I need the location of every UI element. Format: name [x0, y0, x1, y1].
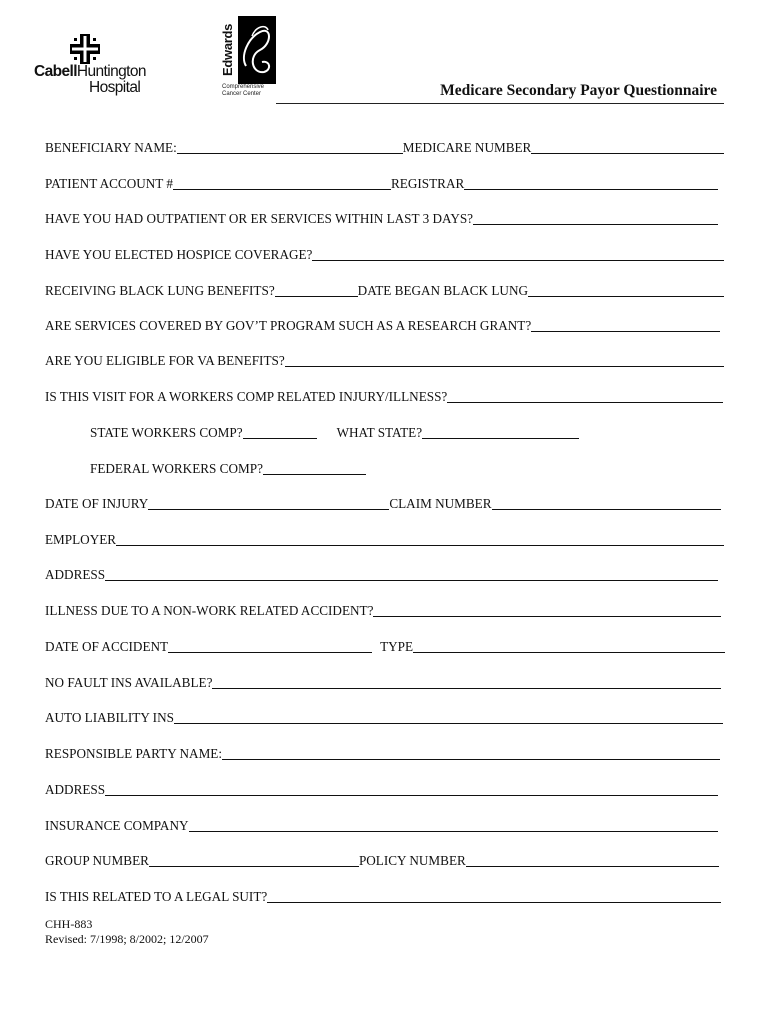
claim-number-field[interactable]: [492, 509, 721, 510]
legal-suit-label: IS THIS RELATED TO A LEGAL SUIT?: [45, 889, 268, 904]
row-outpatient: [45, 211, 718, 227]
row-legal-suit: [45, 889, 721, 905]
employer-field[interactable]: [116, 545, 724, 546]
black-lung-date-label: DATE BEGAN BLACK LUNG: [357, 283, 529, 298]
policy-number-field[interactable]: [466, 866, 719, 867]
va-benefits-field[interactable]: [285, 366, 724, 367]
patient-account-label: PATIENT ACCOUNT #: [45, 176, 173, 191]
insurance-company-field[interactable]: [189, 831, 718, 832]
beneficiary-name-label: BENEFICIARY NAME:: [45, 140, 177, 155]
patient-account-field[interactable]: [173, 189, 391, 190]
outpatient-er-field[interactable]: [473, 224, 718, 225]
employer-address-field[interactable]: [105, 580, 718, 581]
form-footer: [45, 917, 209, 947]
edwards-wordmark: Edwards: [220, 23, 235, 77]
gov-program-label: ARE SERVICES COVERED BY GOV’T PROGRAM SUCH AS A RESEARCH GRANT?: [45, 318, 532, 333]
row-gov-program: [45, 318, 720, 334]
policy-number-label: POLICY NUMBER: [358, 853, 466, 868]
row-va-benefits: [45, 353, 724, 369]
revision-dates: Revised: 7/1998; 8/2002; 12/2007: [45, 932, 209, 946]
hospice-field[interactable]: [312, 260, 724, 261]
black-lung-field[interactable]: [275, 296, 358, 297]
gov-program-field[interactable]: [531, 331, 720, 332]
row-group-policy: [45, 853, 719, 869]
row-hospice: [45, 247, 724, 263]
black-lung-label: RECEIVING BLACK LUNG BENEFITS?: [45, 283, 275, 298]
federal-workers-comp-field[interactable]: [263, 474, 366, 475]
outpatient-er-label: HAVE YOU HAD OUTPATIENT OR ER SERVICES WITHIN LAST 3 DAYS?: [45, 211, 474, 226]
medicare-number-field[interactable]: [531, 153, 724, 154]
registrar-label: REGISTRAR: [391, 176, 465, 191]
black-lung-date-field[interactable]: [528, 296, 724, 297]
cabell-huntington-hospital-logo: [34, 34, 184, 100]
non-work-accident-label: ILLNESS DUE TO A NON-WORK RELATED ACCIDENT?: [45, 603, 374, 618]
row-employer: [45, 532, 724, 548]
date-of-accident-field[interactable]: [168, 652, 372, 653]
title-divider: [276, 103, 724, 104]
no-fault-label: NO FAULT INS AVAILABLE?: [45, 675, 213, 690]
row-beneficiary: [45, 140, 724, 156]
row-employer-address: [45, 567, 718, 583]
hospital-cross-icon: [70, 34, 100, 64]
row-black-lung: [45, 283, 724, 299]
row-injury: [45, 496, 721, 512]
legal-suit-field[interactable]: [267, 902, 721, 903]
page-title: Medicare Secondary Payor Questionnaire: [440, 82, 717, 99]
row-account: [45, 176, 718, 192]
employer-address-label: ADDRESS: [45, 567, 106, 582]
edwards-subline: Comprehensive Cancer Center: [222, 84, 265, 97]
non-work-accident-field[interactable]: [373, 616, 721, 617]
employer-label: EMPLOYER: [45, 532, 117, 547]
edwards-emblem: [238, 16, 276, 84]
auto-liability-field[interactable]: [174, 723, 723, 724]
what-state-field[interactable]: [422, 438, 579, 439]
medicare-number-label: MEDICARE NUMBER: [402, 140, 532, 155]
hospice-label: HAVE YOU ELECTED HOSPICE COVERAGE?: [45, 247, 313, 262]
accident-type-label: TYPE: [380, 639, 414, 654]
claim-number-label: CLAIM NUMBER: [389, 496, 492, 511]
workers-comp-field[interactable]: [447, 402, 723, 403]
row-non-work-accident: [45, 603, 721, 619]
what-state-label: WHAT STATE?: [336, 425, 423, 440]
row-auto-liability: [45, 710, 723, 726]
state-workers-comp-field[interactable]: [243, 438, 317, 439]
row-insurance-company: [45, 818, 718, 834]
date-of-accident-label: DATE OF ACCIDENT: [45, 639, 169, 654]
beneficiary-name-field[interactable]: [177, 153, 403, 154]
row-state-workers-comp: [90, 425, 579, 441]
group-number-label: GROUP NUMBER: [45, 853, 149, 868]
row-workers-comp: [45, 389, 723, 405]
party-address-field[interactable]: [105, 795, 718, 796]
form-code: CHH-883: [45, 917, 93, 931]
row-responsible-party: [45, 746, 720, 762]
date-of-injury-field[interactable]: [148, 509, 389, 510]
hospital-logo-line2: Hospital: [89, 79, 141, 96]
insurance-company-label: INSURANCE COMPANY: [45, 818, 189, 833]
responsible-party-label: RESPONSIBLE PARTY NAME:: [45, 746, 223, 761]
row-federal-workers-comp: [90, 461, 366, 477]
state-workers-comp-label: STATE WORKERS COMP?: [90, 425, 243, 440]
row-no-fault: [45, 675, 721, 691]
registrar-field[interactable]: [464, 189, 718, 190]
date-of-injury-label: DATE OF INJURY: [45, 496, 149, 511]
no-fault-field[interactable]: [212, 688, 721, 689]
row-party-address: [45, 782, 718, 798]
row-accident: [45, 639, 725, 655]
edwards-cancer-center-logo: [220, 14, 280, 98]
va-benefits-label: ARE YOU ELIGIBLE FOR VA BENEFITS?: [45, 353, 285, 368]
group-number-field[interactable]: [149, 866, 359, 867]
signature-swirl-icon: [238, 16, 276, 84]
accident-type-field[interactable]: [413, 652, 725, 653]
auto-liability-label: AUTO LIABILITY INS: [45, 710, 174, 725]
workers-comp-label: IS THIS VISIT FOR A WORKERS COMP RELATED INJURY/ILLNESS?: [45, 389, 448, 404]
hospital-logo-line1: CabellHuntington: [34, 63, 146, 80]
federal-workers-comp-label: FEDERAL WORKERS COMP?: [90, 461, 263, 476]
party-address-label: ADDRESS: [45, 782, 106, 797]
responsible-party-field[interactable]: [222, 759, 720, 760]
